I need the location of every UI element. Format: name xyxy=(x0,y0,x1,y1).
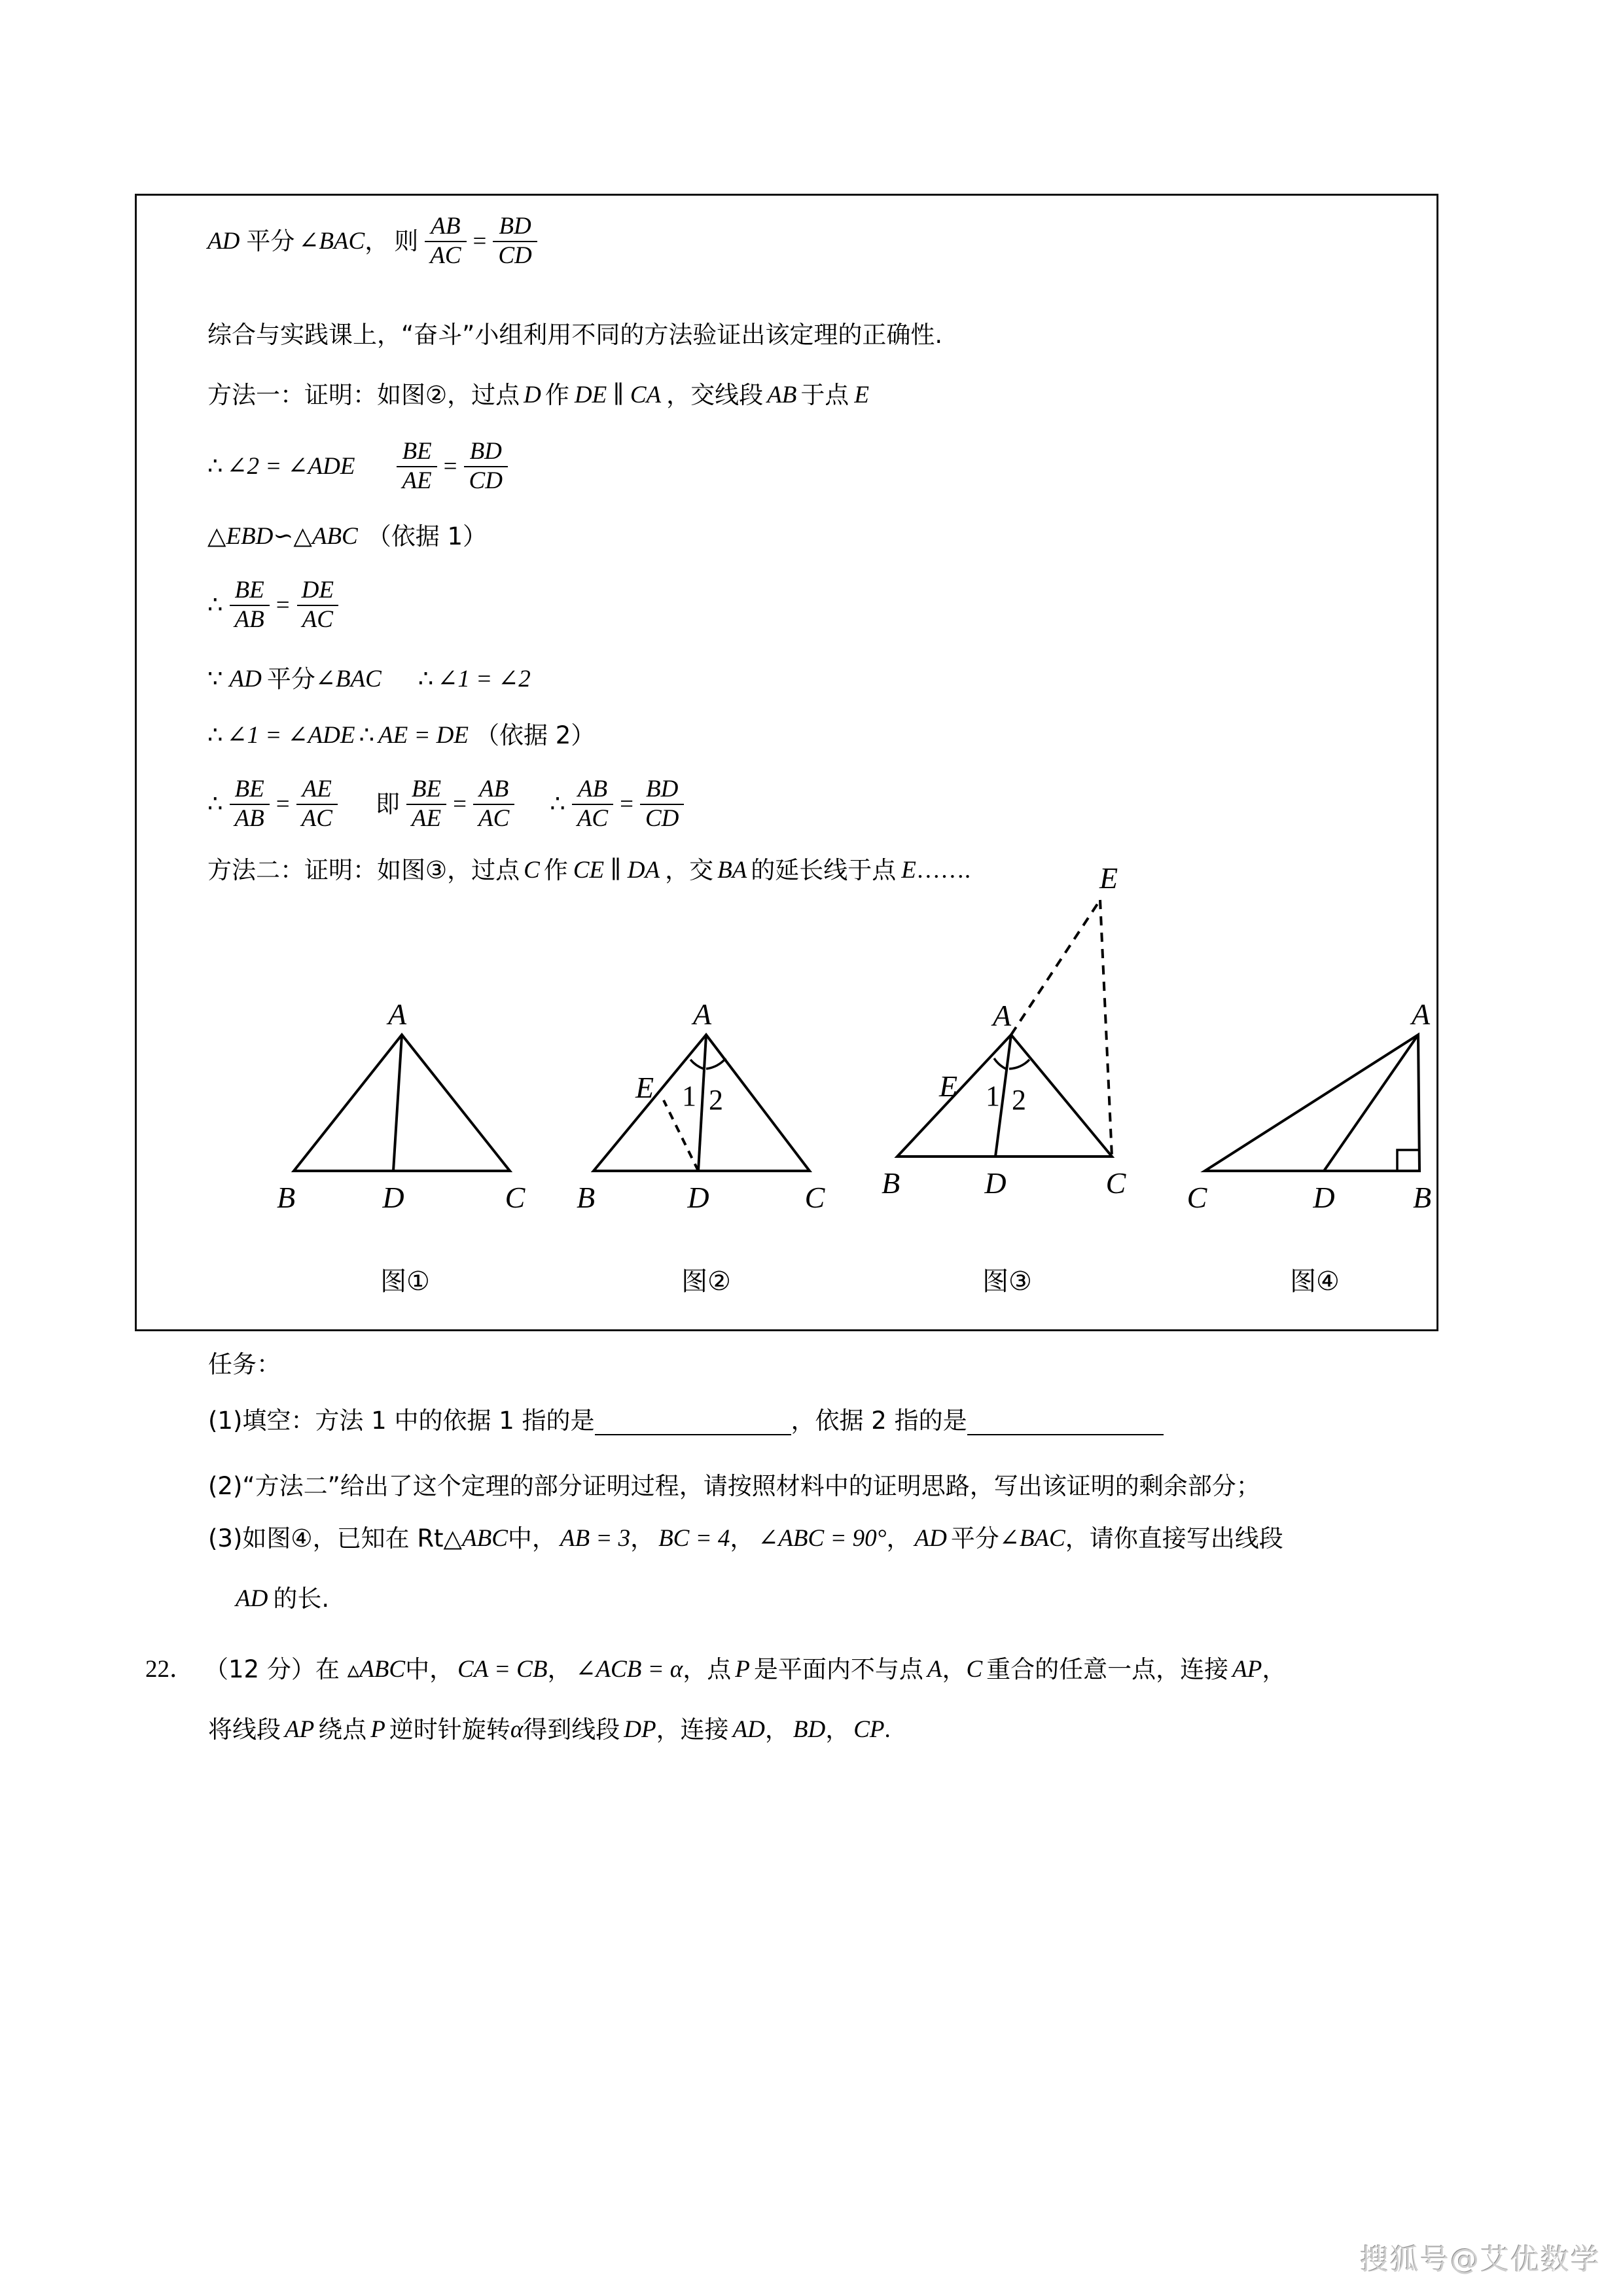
question-22-number: 22． xyxy=(145,1656,194,1683)
point-c: C xyxy=(524,857,540,884)
equals-3: = xyxy=(276,592,290,619)
figure2-label-e: E xyxy=(635,1071,654,1104)
method1-step1 xyxy=(207,439,514,494)
frac-denominator: AC xyxy=(297,605,338,633)
segment-cp: CP xyxy=(853,1716,885,1743)
therefore-symbol: ∴ xyxy=(207,592,223,619)
method1-step5 xyxy=(207,723,595,747)
figure2-label-b: B xyxy=(576,1181,596,1214)
figure4-label-d: D xyxy=(1313,1181,1335,1214)
frac-denominator: AC xyxy=(572,804,613,832)
equals-2: = xyxy=(443,453,457,480)
figure3-label-1: 1 xyxy=(986,1080,1000,1112)
fraction-bd-cd xyxy=(493,214,537,269)
alpha-symbol: α xyxy=(510,1716,524,1743)
figure-4-caption: 图④ xyxy=(1290,1266,1340,1297)
q22-cn-e: 是平面内不与点 xyxy=(753,1655,923,1683)
method1-cn3: ，交线段 xyxy=(666,381,764,409)
task-3-length-cn: 的长. xyxy=(273,1585,330,1613)
ca-equals-cb: CA = CB xyxy=(457,1656,548,1683)
equals-6: = xyxy=(620,791,633,818)
frac-denominator: AE xyxy=(406,804,446,832)
figure-1 xyxy=(255,896,556,1302)
task-3-comma-2: ， xyxy=(730,1524,755,1552)
angle-bac: ∠BAC xyxy=(298,228,365,255)
angle1-eq-angleade: ∠1 = ∠ADE xyxy=(226,722,355,749)
point-d: D xyxy=(524,382,541,408)
figure-4-svg xyxy=(1164,896,1465,1263)
bisect-cn: 平分 xyxy=(950,1524,999,1552)
q22-period: . xyxy=(884,1716,891,1743)
q22-comma-3: ， xyxy=(1262,1655,1287,1683)
therefore-symbol: ∴ xyxy=(207,722,223,749)
q22-cn-d: ，点 xyxy=(683,1655,732,1683)
therefore-symbol: ∴ xyxy=(418,666,434,692)
q22-cn-get: 得到线段 xyxy=(523,1715,620,1744)
point-e: E xyxy=(854,382,869,408)
question-22-line-1 xyxy=(145,1657,1286,1681)
method2-cn3: ，交 xyxy=(665,856,714,884)
point-e: E xyxy=(901,857,916,884)
q22-comma-1: ， xyxy=(547,1655,572,1683)
frac-numerator: BE xyxy=(411,776,442,802)
fraction-be-ae xyxy=(406,777,446,832)
q22-cn-segment: 将线段 xyxy=(208,1715,281,1744)
q22-comma-4: ， xyxy=(764,1715,789,1744)
q22-cn-g: 重合的任意一点，连接 xyxy=(986,1655,1229,1683)
method1-step6 xyxy=(207,777,690,832)
q22-cn-b: 中， xyxy=(405,1655,454,1683)
q22-cn-a: 在 ▵ xyxy=(315,1655,360,1683)
figure-2 xyxy=(556,896,857,1302)
point-a: A xyxy=(927,1656,942,1683)
fraction-bd-cd xyxy=(464,439,508,494)
segment-ad: AD xyxy=(732,1716,765,1743)
then-cn: 则 xyxy=(394,227,419,256)
frac-numerator: AB xyxy=(479,776,509,802)
ce-parallel-da: CE ∥ DA xyxy=(573,857,660,884)
fraction-be-ab xyxy=(230,777,270,832)
segment-ba: BA xyxy=(717,857,747,884)
ae-eq-de: AE = DE xyxy=(378,722,469,749)
figure1-label-a: A xyxy=(387,997,407,1031)
frac-denominator: AE xyxy=(397,466,437,494)
figure1-label-c: C xyxy=(505,1181,526,1214)
figure-3 xyxy=(857,778,1158,1302)
frac-denominator: AB xyxy=(230,804,270,832)
frac-denominator: AC xyxy=(425,241,466,269)
task-1 xyxy=(208,1406,1164,1435)
frac-denominator: AB xyxy=(230,605,270,633)
figure3-label-b: B xyxy=(881,1166,901,1200)
figure4-label-b: B xyxy=(1412,1181,1432,1214)
fraction-ab-ac xyxy=(473,777,514,832)
figure-3-svg xyxy=(857,778,1164,1263)
segment-ab: AB xyxy=(767,382,797,408)
task-1-blank-1[interactable] xyxy=(595,1406,791,1435)
frac-numerator: AB xyxy=(431,213,461,240)
triangle-abc: ABC xyxy=(359,1656,406,1683)
method2-make-cn: 作 xyxy=(543,856,568,884)
task-3-line-2 xyxy=(236,1587,329,1611)
ad-label: AD xyxy=(914,1525,947,1552)
point-c: C xyxy=(966,1656,983,1683)
method1-header-cn: 方法一：证明：如图②，过点 xyxy=(207,381,520,409)
fraction-de-ac xyxy=(296,578,339,633)
therefore-symbol: ∴ xyxy=(207,791,223,818)
fraction-ab-ac-2 xyxy=(572,777,613,832)
fraction-ab-ac xyxy=(425,214,466,269)
task-2: (2)“方法二”给出了这个定理的部分证明过程，请按照材料中的证明思路，写出该证明的剩余部分； xyxy=(208,1472,1260,1500)
task-3-comma-3: ， xyxy=(886,1524,911,1552)
fraction-bd-cd-2 xyxy=(640,777,684,832)
task-1-middle: ，依据 2 指的是 xyxy=(791,1406,967,1435)
q22-cn-around: 绕点 xyxy=(318,1715,367,1744)
fraction-be-ab xyxy=(230,578,270,633)
task-1-blank-2[interactable] xyxy=(967,1406,1164,1435)
equals-5: = xyxy=(453,791,467,818)
figure2-label-d: D xyxy=(687,1181,709,1214)
basis-1-note: （依据 1） xyxy=(366,522,488,550)
point-p: P xyxy=(370,1716,385,1743)
material-line-theorem xyxy=(207,214,544,269)
figure-1-caption: 图① xyxy=(380,1266,430,1297)
frac-denominator: AC xyxy=(296,804,338,832)
watermark: 搜狐号@艾优数学 xyxy=(1360,2243,1601,2276)
frac-denominator: CD xyxy=(464,466,508,494)
frac-numerator: AB xyxy=(577,776,608,802)
frac-denominator: CD xyxy=(640,804,684,832)
method1-make-cn: 作 xyxy=(544,381,569,409)
therefore-symbol: ∴ xyxy=(550,791,565,818)
segment-dp: DP xyxy=(624,1716,656,1743)
method2-header-cn: 方法二：证明：如图③，过点 xyxy=(207,856,520,884)
namely-cn: 即 xyxy=(375,790,400,819)
question-22-line-2 xyxy=(208,1717,891,1742)
frac-numerator: BD xyxy=(469,438,502,465)
q22-comma-2: ， xyxy=(942,1655,967,1683)
figure2-label-2: 2 xyxy=(709,1084,723,1116)
figure3-label-e-top: E xyxy=(1099,861,1118,895)
figure2-label-a: A xyxy=(692,997,712,1031)
method1-step3 xyxy=(207,578,346,633)
basis-2-note: （依据 2） xyxy=(475,721,596,749)
angle-bac: ∠BAC xyxy=(999,1525,1065,1552)
bisect-cn: 平分 xyxy=(266,665,315,693)
task-3-cn-b: 中， xyxy=(507,1524,556,1552)
triangle-abc: ABC xyxy=(462,1525,508,1552)
frac-numerator: BE xyxy=(402,438,432,465)
segment-ap: AP xyxy=(1232,1656,1262,1683)
angle1-eq-angle2: ∠1 = ∠2 xyxy=(437,666,531,692)
method1-step2 xyxy=(207,524,487,548)
de-parallel-ca: DE ∥ CA xyxy=(574,382,662,408)
figure4-label-c: C xyxy=(1186,1181,1207,1214)
figure3-label-c: C xyxy=(1105,1166,1126,1200)
figure-2-svg xyxy=(556,896,857,1263)
segment-ap: AP xyxy=(285,1716,315,1743)
figure-4 xyxy=(1164,896,1465,1302)
ab-equals-3: AB = 3 xyxy=(560,1525,631,1552)
equals-1: = xyxy=(473,228,487,255)
task-3-prefix: (3)如图④，已知在 Rt△ xyxy=(208,1524,463,1552)
ellipsis: ……. xyxy=(916,857,971,884)
figure3-label-2: 2 xyxy=(1012,1084,1026,1116)
task-3-comma-1: ， xyxy=(630,1524,655,1552)
point-p: P xyxy=(735,1656,750,1683)
figure2-label-c: C xyxy=(804,1181,825,1214)
fraction-be-ae xyxy=(397,439,437,494)
figure3-label-d: D xyxy=(984,1166,1007,1200)
tasks-heading: 任务： xyxy=(208,1350,281,1378)
figure-3-caption: 图③ xyxy=(982,1266,1032,1297)
frac-numerator: BE xyxy=(234,577,264,603)
angle-abc-90: ∠ABC = 90° xyxy=(758,1525,887,1552)
figure-2-caption: 图② xyxy=(681,1266,731,1297)
figure2-label-1: 1 xyxy=(682,1080,696,1112)
method2-cn4: 的延长线于点 xyxy=(751,856,897,884)
bisect-cn: 平分 xyxy=(246,227,295,256)
angle-acb-alpha: ∠ACB = α xyxy=(575,1656,683,1683)
fraction-ae-ac xyxy=(296,777,338,832)
bc-equals-4: BC = 4 xyxy=(658,1525,730,1552)
frac-numerator: BE xyxy=(234,776,264,802)
frac-numerator: BD xyxy=(646,776,679,802)
figure3-label-e: E xyxy=(938,1069,958,1103)
figure4-label-a: A xyxy=(1411,997,1431,1031)
therefore-symbol: ∴ xyxy=(359,722,374,749)
task-3-suffix: ，请你直接写出线段 xyxy=(1065,1524,1283,1552)
frac-numerator: AE xyxy=(302,776,332,802)
equals-4: = xyxy=(276,791,290,818)
ad-label: AD xyxy=(207,228,240,255)
figure3-label-a: A xyxy=(992,999,1012,1032)
method1-step4 xyxy=(207,667,531,691)
because-symbol: ∵ xyxy=(207,666,223,692)
therefore-symbol: ∴ xyxy=(207,453,223,480)
q22-cn-rotate: 逆时针旋转 xyxy=(389,1715,510,1744)
frac-numerator: BD xyxy=(499,213,531,240)
method1-cn4: 于点 xyxy=(800,381,849,409)
task-3-line-1 xyxy=(208,1526,1283,1551)
similar-triangles-1: △EBD∽△ABC xyxy=(207,523,358,550)
figure1-label-d: D xyxy=(382,1181,404,1214)
comma-1: ， xyxy=(365,227,389,256)
ad-label: AD xyxy=(229,666,262,692)
question-22-score: （12 分） xyxy=(204,1655,315,1683)
q22-comma-5: ， xyxy=(825,1715,850,1744)
angle-bac: ∠BAC xyxy=(315,666,382,692)
angle2-eq-angleade: ∠2 = ∠ADE xyxy=(226,453,355,480)
material-intro: 综合与实践课上，“奋斗”小组利用不同的方法验证出该定理的正确性. xyxy=(207,321,943,349)
figure-1-svg xyxy=(255,896,556,1263)
frac-numerator: DE xyxy=(301,577,334,603)
q22-cn-connect: ，连接 xyxy=(656,1715,729,1744)
frac-denominator: CD xyxy=(493,241,537,269)
segment-bd: BD xyxy=(793,1716,826,1743)
method1-header xyxy=(207,383,869,407)
task-1-prefix: (1)填空：方法 1 中的依据 1 指的是 xyxy=(208,1406,595,1435)
material-box xyxy=(135,194,1438,1331)
figure1-label-b: B xyxy=(276,1181,296,1214)
ad-label: AD xyxy=(236,1585,268,1612)
frac-denominator: AC xyxy=(473,804,514,832)
